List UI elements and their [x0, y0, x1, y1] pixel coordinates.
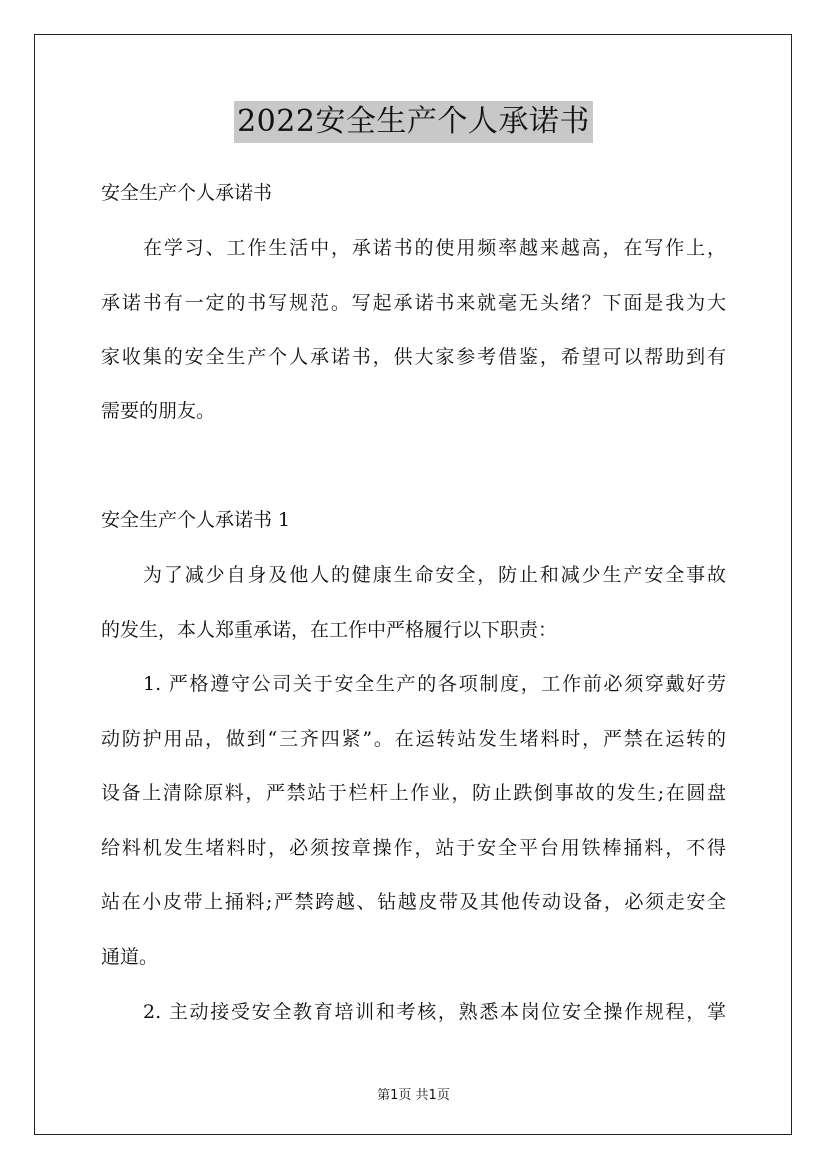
paragraph-line: 2. 主动接受安全教育培训和考核，熟悉本岗位安全操作规程，掌 — [143, 1001, 726, 1023]
paragraph-line: 家收集的安全生产个人承诺书，供大家参考借鉴，希望可以帮助到有 — [101, 346, 726, 368]
section-heading: 安全生产个人承诺书 1 — [101, 509, 291, 531]
paragraph-line: 为了减少自身及他人的健康生命安全，防止和减少生产安全事故 — [143, 564, 726, 586]
paragraph-line: 需要的朋友。 — [101, 400, 216, 422]
paragraph-line: 的发生，本人郑重承诺，在工作中严格履行以下职责： — [101, 619, 558, 641]
section-heading: 安全生产个人承诺书 — [101, 182, 273, 204]
paragraph-line: 设备上清除原料，严禁站于栏杆上作业，防止跌倒事故的发生;在圆盘 — [101, 782, 726, 804]
page-footer: 第1页 共1页 — [377, 1088, 450, 1103]
paragraph-line: 给料机发生堵料时，必须按章操作，站于安全平台用铁棒捅料，不得 — [101, 837, 726, 859]
paragraph-line: 承诺书有一定的书写规范。写起承诺书来就毫无头绪？下面是我为大 — [101, 292, 726, 314]
paragraph-line: 在学习、工作生活中，承诺书的使用频率越来越高，在写作上， — [143, 237, 726, 259]
paragraph-line: 站在小皮带上捅料;严禁跨越、钻越皮带及其他传动设备，必须走安全 — [101, 891, 726, 913]
document-title-wrap — [0, 101, 827, 143]
paragraph-line: 1. 严格遵守公司关于安全生产的各项制度，工作前必须穿戴好劳 — [143, 673, 726, 695]
document-title: 2022安全生产个人承诺书 — [234, 101, 593, 143]
paragraph-line: 动防护用品，做到“三齐四紧”。在运转站发生堵料时，严禁在运转的 — [101, 728, 726, 750]
paragraph-line: 通道。 — [101, 946, 159, 968]
